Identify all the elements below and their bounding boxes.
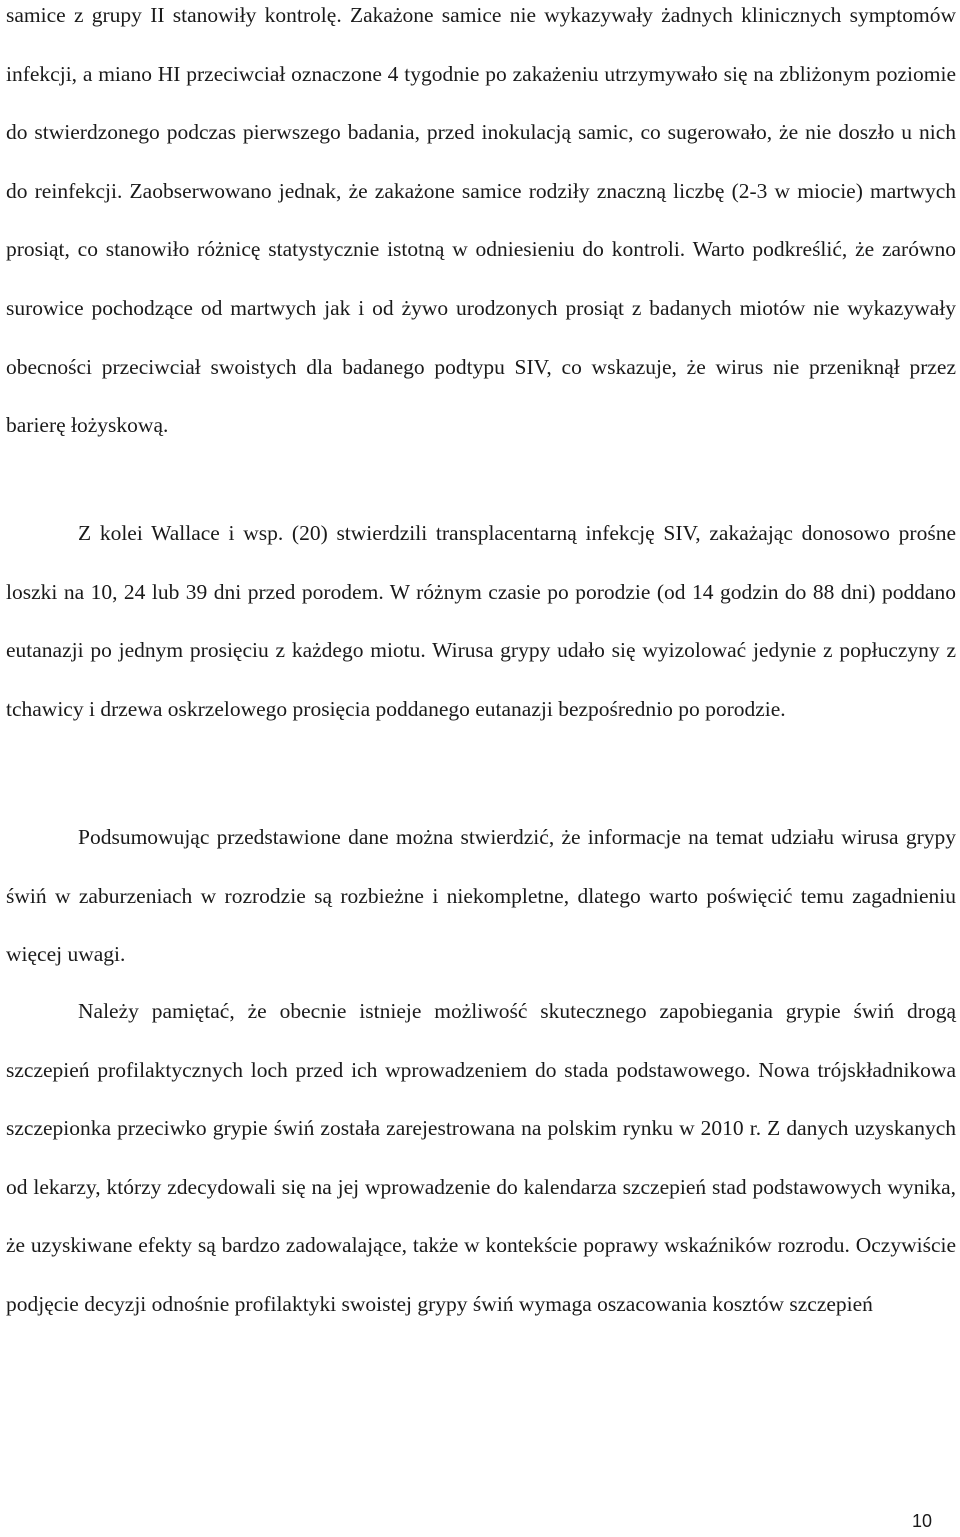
body-paragraph: samice z grupy II stanowiły kontrolę. Zakażone samice nie wykazywały żadnych klinicznych symptomów infekcji, a miano HI przeciwciał oznaczone 4 tygodnie po zakażeniu utrzymywało się na zbliżonym poziomie do stwierdzonego podczas pierwszego badania, przed inokulacją samic, co sugerowało, że nie doszło u nich do reinfekcji. Zaobserwowano jednak, że zakażone samice rodziły znaczną liczbę (2-3 w miocie) martwych prosiąt, co stanowiło różnicę statystycznie istotną w odniesieniu do kontroli. Warto podkreślić, że zarówno surowice pochodzące od martwych jak i od żywo urodzonych prosiąt z badanych miotów nie wykazywały obecności przeciwciał swoistych dla badanego podtypu SIV, co wskazuje, że wirus nie przeniknął przez barierę łożyskową. bbox=[6, 3, 956, 438]
body-paragraph: Podsumowując przedstawione dane można stwierdzić, że informacje na temat udziału wirusa grypy świń w zaburzeniach w rozrodzie są rozbieżne i niekompletne, dlatego warto poświęcić temu zagadnieniu więcej uwagi. bbox=[6, 825, 956, 967]
page-number: 10 bbox=[911, 1511, 932, 1531]
body-paragraph: Z kolei Wallace i wsp. (20) stwierdzili transplacentarną infekcję SIV, zakażając donosowo prośne loszki na 10, 24 lub 39 dni przed porodem. W różnym czasie po porodzie (od 14 godzin do 88 dni) poddano eutanazji po jednym prosięciu z każdego miotu. Wirusa grypy udało się wyizolować jedynie z popłuczyny z tchawicy i drzewa oskrzelowego prosięcia poddanego eutanazji bezpośrednio po porodzie. bbox=[6, 521, 956, 721]
body-paragraph: Należy pamiętać, że obecnie istnieje możliwość skutecznego zapobiegania grypie świń drogą szczepień profilaktycznych loch przed ich wprowadzeniem do stada podstawowego. Nowa trójskładnikowa szczepionka przeciwko grypie świń została zarejestrowana na polskim rynku w 2010 r. Z danych uzyskanych od lekarzy, którzy zdecydowali się na jej wprowadzenie do kalendarza szczepień stad podstawowych wynika, że uzyskiwane efekty są bardzo zadowalające, także w kontekście poprawy wskaźników rozrodu. Oczywiście podjęcie decyzji odnośnie profilaktyki swoistej grypy świń wymaga oszacowania kosztów szczepień bbox=[6, 999, 956, 1316]
